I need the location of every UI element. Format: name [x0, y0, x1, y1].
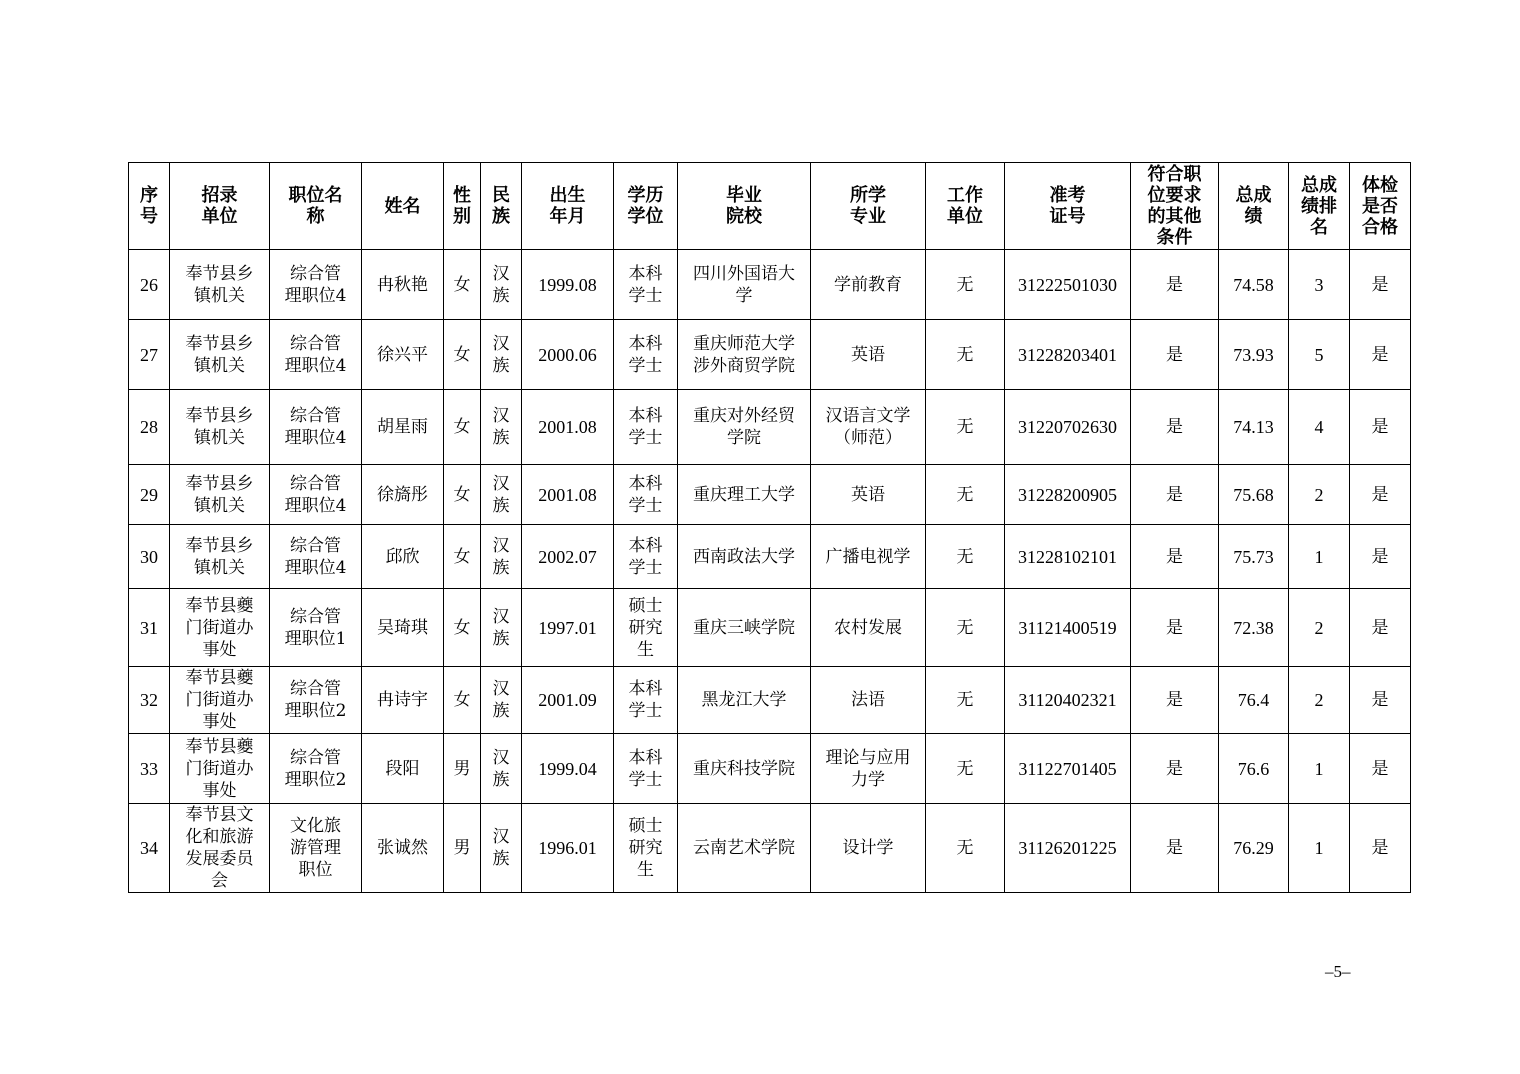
cell-ethnicity: 汉 族	[481, 465, 522, 525]
table-row	[129, 250, 1411, 320]
cell-major: 农村发展	[811, 589, 926, 667]
cell-score-rank: 1	[1289, 525, 1350, 589]
cell-medical-pass: 是	[1350, 390, 1411, 465]
table-row	[129, 667, 1411, 734]
cell-seq: 34	[129, 804, 170, 893]
cell-major: 学前教育	[811, 250, 926, 320]
header-score-rank: 总成 绩排 名	[1289, 163, 1350, 250]
cell-major: 英语	[811, 320, 926, 390]
header-birth-date: 出生 年月	[522, 163, 614, 250]
cell-exam-id: 31122701405	[1005, 734, 1131, 804]
cell-other-conditions: 是	[1131, 390, 1219, 465]
cell-school: 四川外国语大 学	[678, 250, 811, 320]
cell-score-rank: 2	[1289, 667, 1350, 734]
cell-medical-pass: 是	[1350, 667, 1411, 734]
header-position-name: 职位名 称	[270, 163, 362, 250]
cell-birth-date: 2000.06	[522, 320, 614, 390]
cell-birth-date: 2001.08	[522, 390, 614, 465]
cell-school: 重庆科技学院	[678, 734, 811, 804]
cell-school: 云南艺术学院	[678, 804, 811, 893]
cell-birth-date: 1997.01	[522, 589, 614, 667]
cell-school: 重庆三峡学院	[678, 589, 811, 667]
cell-position-name: 综合管 理职位4	[270, 320, 362, 390]
cell-ethnicity: 汉 族	[481, 390, 522, 465]
page-number: –5–	[1325, 962, 1351, 981]
cell-exam-id: 31222501030	[1005, 250, 1131, 320]
cell-education: 本科 学士	[614, 734, 678, 804]
header-education: 学历 学位	[614, 163, 678, 250]
header-medical-pass: 体检 是否 合格	[1350, 163, 1411, 250]
cell-education: 本科 学士	[614, 465, 678, 525]
cell-position-name: 综合管 理职位4	[270, 465, 362, 525]
cell-recruiting-unit: 奉节县文 化和旅游 发展委员 会	[170, 804, 270, 893]
cell-seq: 32	[129, 667, 170, 734]
cell-school: 重庆对外经贸 学院	[678, 390, 811, 465]
cell-medical-pass: 是	[1350, 734, 1411, 804]
cell-name: 邱欣	[362, 525, 444, 589]
cell-exam-id: 31121400519	[1005, 589, 1131, 667]
cell-exam-id: 31228203401	[1005, 320, 1131, 390]
cell-position-name: 综合管 理职位4	[270, 250, 362, 320]
header-gender: 性 别	[444, 163, 481, 250]
cell-school: 黑龙江大学	[678, 667, 811, 734]
table-row	[129, 589, 1411, 667]
cell-work-unit: 无	[926, 320, 1005, 390]
cell-total-score: 74.58	[1219, 250, 1289, 320]
cell-birth-date: 1999.04	[522, 734, 614, 804]
cell-birth-date: 2001.09	[522, 667, 614, 734]
cell-work-unit: 无	[926, 390, 1005, 465]
cell-gender: 女	[444, 390, 481, 465]
table-row	[129, 320, 1411, 390]
cell-education: 本科 学士	[614, 667, 678, 734]
cell-name: 冉诗宇	[362, 667, 444, 734]
cell-ethnicity: 汉 族	[481, 804, 522, 893]
candidate-results-table	[128, 162, 1411, 893]
cell-birth-date: 1996.01	[522, 804, 614, 893]
header-school: 毕业 院校	[678, 163, 811, 250]
cell-medical-pass: 是	[1350, 804, 1411, 893]
cell-gender: 女	[444, 667, 481, 734]
cell-gender: 女	[444, 465, 481, 525]
table-row	[129, 525, 1411, 589]
cell-recruiting-unit: 奉节县乡 镇机关	[170, 320, 270, 390]
header-name: 姓名	[362, 163, 444, 250]
cell-birth-date: 2002.07	[522, 525, 614, 589]
cell-work-unit: 无	[926, 667, 1005, 734]
cell-score-rank: 1	[1289, 734, 1350, 804]
cell-school: 重庆理工大学	[678, 465, 811, 525]
cell-work-unit: 无	[926, 465, 1005, 525]
cell-other-conditions: 是	[1131, 465, 1219, 525]
cell-recruiting-unit: 奉节县乡 镇机关	[170, 250, 270, 320]
cell-gender: 男	[444, 734, 481, 804]
cell-recruiting-unit: 奉节县夔 门街道办 事处	[170, 667, 270, 734]
cell-work-unit: 无	[926, 589, 1005, 667]
cell-recruiting-unit: 奉节县乡 镇机关	[170, 390, 270, 465]
cell-major: 汉语言文学 （师范）	[811, 390, 926, 465]
header-work-unit: 工作 单位	[926, 163, 1005, 250]
cell-score-rank: 2	[1289, 465, 1350, 525]
header-total-score: 总成 绩	[1219, 163, 1289, 250]
cell-birth-date: 1999.08	[522, 250, 614, 320]
cell-name: 张诚然	[362, 804, 444, 893]
cell-medical-pass: 是	[1350, 250, 1411, 320]
table-row	[129, 390, 1411, 465]
cell-position-name: 综合管 理职位2	[270, 734, 362, 804]
cell-ethnicity: 汉 族	[481, 320, 522, 390]
cell-exam-id: 31220702630	[1005, 390, 1131, 465]
cell-exam-id: 31120402321	[1005, 667, 1131, 734]
header-ethnicity: 民 族	[481, 163, 522, 250]
cell-work-unit: 无	[926, 250, 1005, 320]
header-recruiting-unit: 招录 单位	[170, 163, 270, 250]
cell-position-name: 综合管 理职位4	[270, 525, 362, 589]
cell-total-score: 73.93	[1219, 320, 1289, 390]
cell-position-name: 综合管 理职位2	[270, 667, 362, 734]
cell-score-rank: 3	[1289, 250, 1350, 320]
cell-score-rank: 2	[1289, 589, 1350, 667]
cell-other-conditions: 是	[1131, 525, 1219, 589]
cell-exam-id: 31126201225	[1005, 804, 1131, 893]
cell-ethnicity: 汉 族	[481, 589, 522, 667]
cell-other-conditions: 是	[1131, 804, 1219, 893]
cell-other-conditions: 是	[1131, 667, 1219, 734]
cell-gender: 男	[444, 804, 481, 893]
cell-gender: 女	[444, 320, 481, 390]
cell-education: 硕士 研究 生	[614, 589, 678, 667]
cell-seq: 33	[129, 734, 170, 804]
cell-major: 英语	[811, 465, 926, 525]
cell-other-conditions: 是	[1131, 589, 1219, 667]
cell-position-name: 综合管 理职位4	[270, 390, 362, 465]
header-major: 所学 专业	[811, 163, 926, 250]
header-exam-id: 准考 证号	[1005, 163, 1131, 250]
cell-total-score: 75.68	[1219, 465, 1289, 525]
cell-work-unit: 无	[926, 734, 1005, 804]
cell-birth-date: 2001.08	[522, 465, 614, 525]
cell-seq: 31	[129, 589, 170, 667]
cell-name: 段阳	[362, 734, 444, 804]
cell-position-name: 文化旅 游管理 职位	[270, 804, 362, 893]
table-row	[129, 734, 1411, 804]
cell-seq: 26	[129, 250, 170, 320]
cell-recruiting-unit: 奉节县乡 镇机关	[170, 525, 270, 589]
cell-education: 本科 学士	[614, 525, 678, 589]
cell-score-rank: 4	[1289, 390, 1350, 465]
cell-total-score: 72.38	[1219, 589, 1289, 667]
cell-medical-pass: 是	[1350, 320, 1411, 390]
cell-total-score: 75.73	[1219, 525, 1289, 589]
cell-ethnicity: 汉 族	[481, 250, 522, 320]
cell-exam-id: 31228102101	[1005, 525, 1131, 589]
cell-total-score: 76.6	[1219, 734, 1289, 804]
cell-medical-pass: 是	[1350, 589, 1411, 667]
cell-school: 西南政法大学	[678, 525, 811, 589]
cell-gender: 女	[444, 525, 481, 589]
cell-education: 本科 学士	[614, 390, 678, 465]
cell-ethnicity: 汉 族	[481, 734, 522, 804]
cell-ethnicity: 汉 族	[481, 525, 522, 589]
cell-seq: 29	[129, 465, 170, 525]
cell-work-unit: 无	[926, 525, 1005, 589]
cell-school: 重庆师范大学 涉外商贸学院	[678, 320, 811, 390]
cell-recruiting-unit: 奉节县夔 门街道办 事处	[170, 589, 270, 667]
cell-recruiting-unit: 奉节县夔 门街道办 事处	[170, 734, 270, 804]
cell-other-conditions: 是	[1131, 320, 1219, 390]
cell-gender: 女	[444, 250, 481, 320]
cell-total-score: 76.4	[1219, 667, 1289, 734]
cell-major: 设计学	[811, 804, 926, 893]
cell-major: 广播电视学	[811, 525, 926, 589]
cell-total-score: 76.29	[1219, 804, 1289, 893]
cell-major: 理论与应用 力学	[811, 734, 926, 804]
cell-education: 硕士 研究 生	[614, 804, 678, 893]
cell-other-conditions: 是	[1131, 734, 1219, 804]
cell-seq: 30	[129, 525, 170, 589]
cell-name: 胡星雨	[362, 390, 444, 465]
cell-score-rank: 1	[1289, 804, 1350, 893]
cell-other-conditions: 是	[1131, 250, 1219, 320]
cell-name: 徐旖彤	[362, 465, 444, 525]
table-row	[129, 804, 1411, 893]
table-row	[129, 465, 1411, 525]
table-body	[129, 250, 1411, 893]
header-row	[129, 163, 1411, 250]
cell-major: 法语	[811, 667, 926, 734]
cell-name: 徐兴平	[362, 320, 444, 390]
header-other-conditions: 符合职 位要求 的其他 条件	[1131, 163, 1219, 250]
cell-name: 冉秋艳	[362, 250, 444, 320]
cell-recruiting-unit: 奉节县乡 镇机关	[170, 465, 270, 525]
cell-work-unit: 无	[926, 804, 1005, 893]
cell-ethnicity: 汉 族	[481, 667, 522, 734]
cell-education: 本科 学士	[614, 250, 678, 320]
cell-position-name: 综合管 理职位1	[270, 589, 362, 667]
cell-seq: 28	[129, 390, 170, 465]
cell-seq: 27	[129, 320, 170, 390]
cell-medical-pass: 是	[1350, 465, 1411, 525]
cell-education: 本科 学士	[614, 320, 678, 390]
cell-name: 吴琦琪	[362, 589, 444, 667]
header-seq: 序 号	[129, 163, 170, 250]
cell-medical-pass: 是	[1350, 525, 1411, 589]
cell-total-score: 74.13	[1219, 390, 1289, 465]
cell-score-rank: 5	[1289, 320, 1350, 390]
cell-gender: 女	[444, 589, 481, 667]
cell-exam-id: 31228200905	[1005, 465, 1131, 525]
